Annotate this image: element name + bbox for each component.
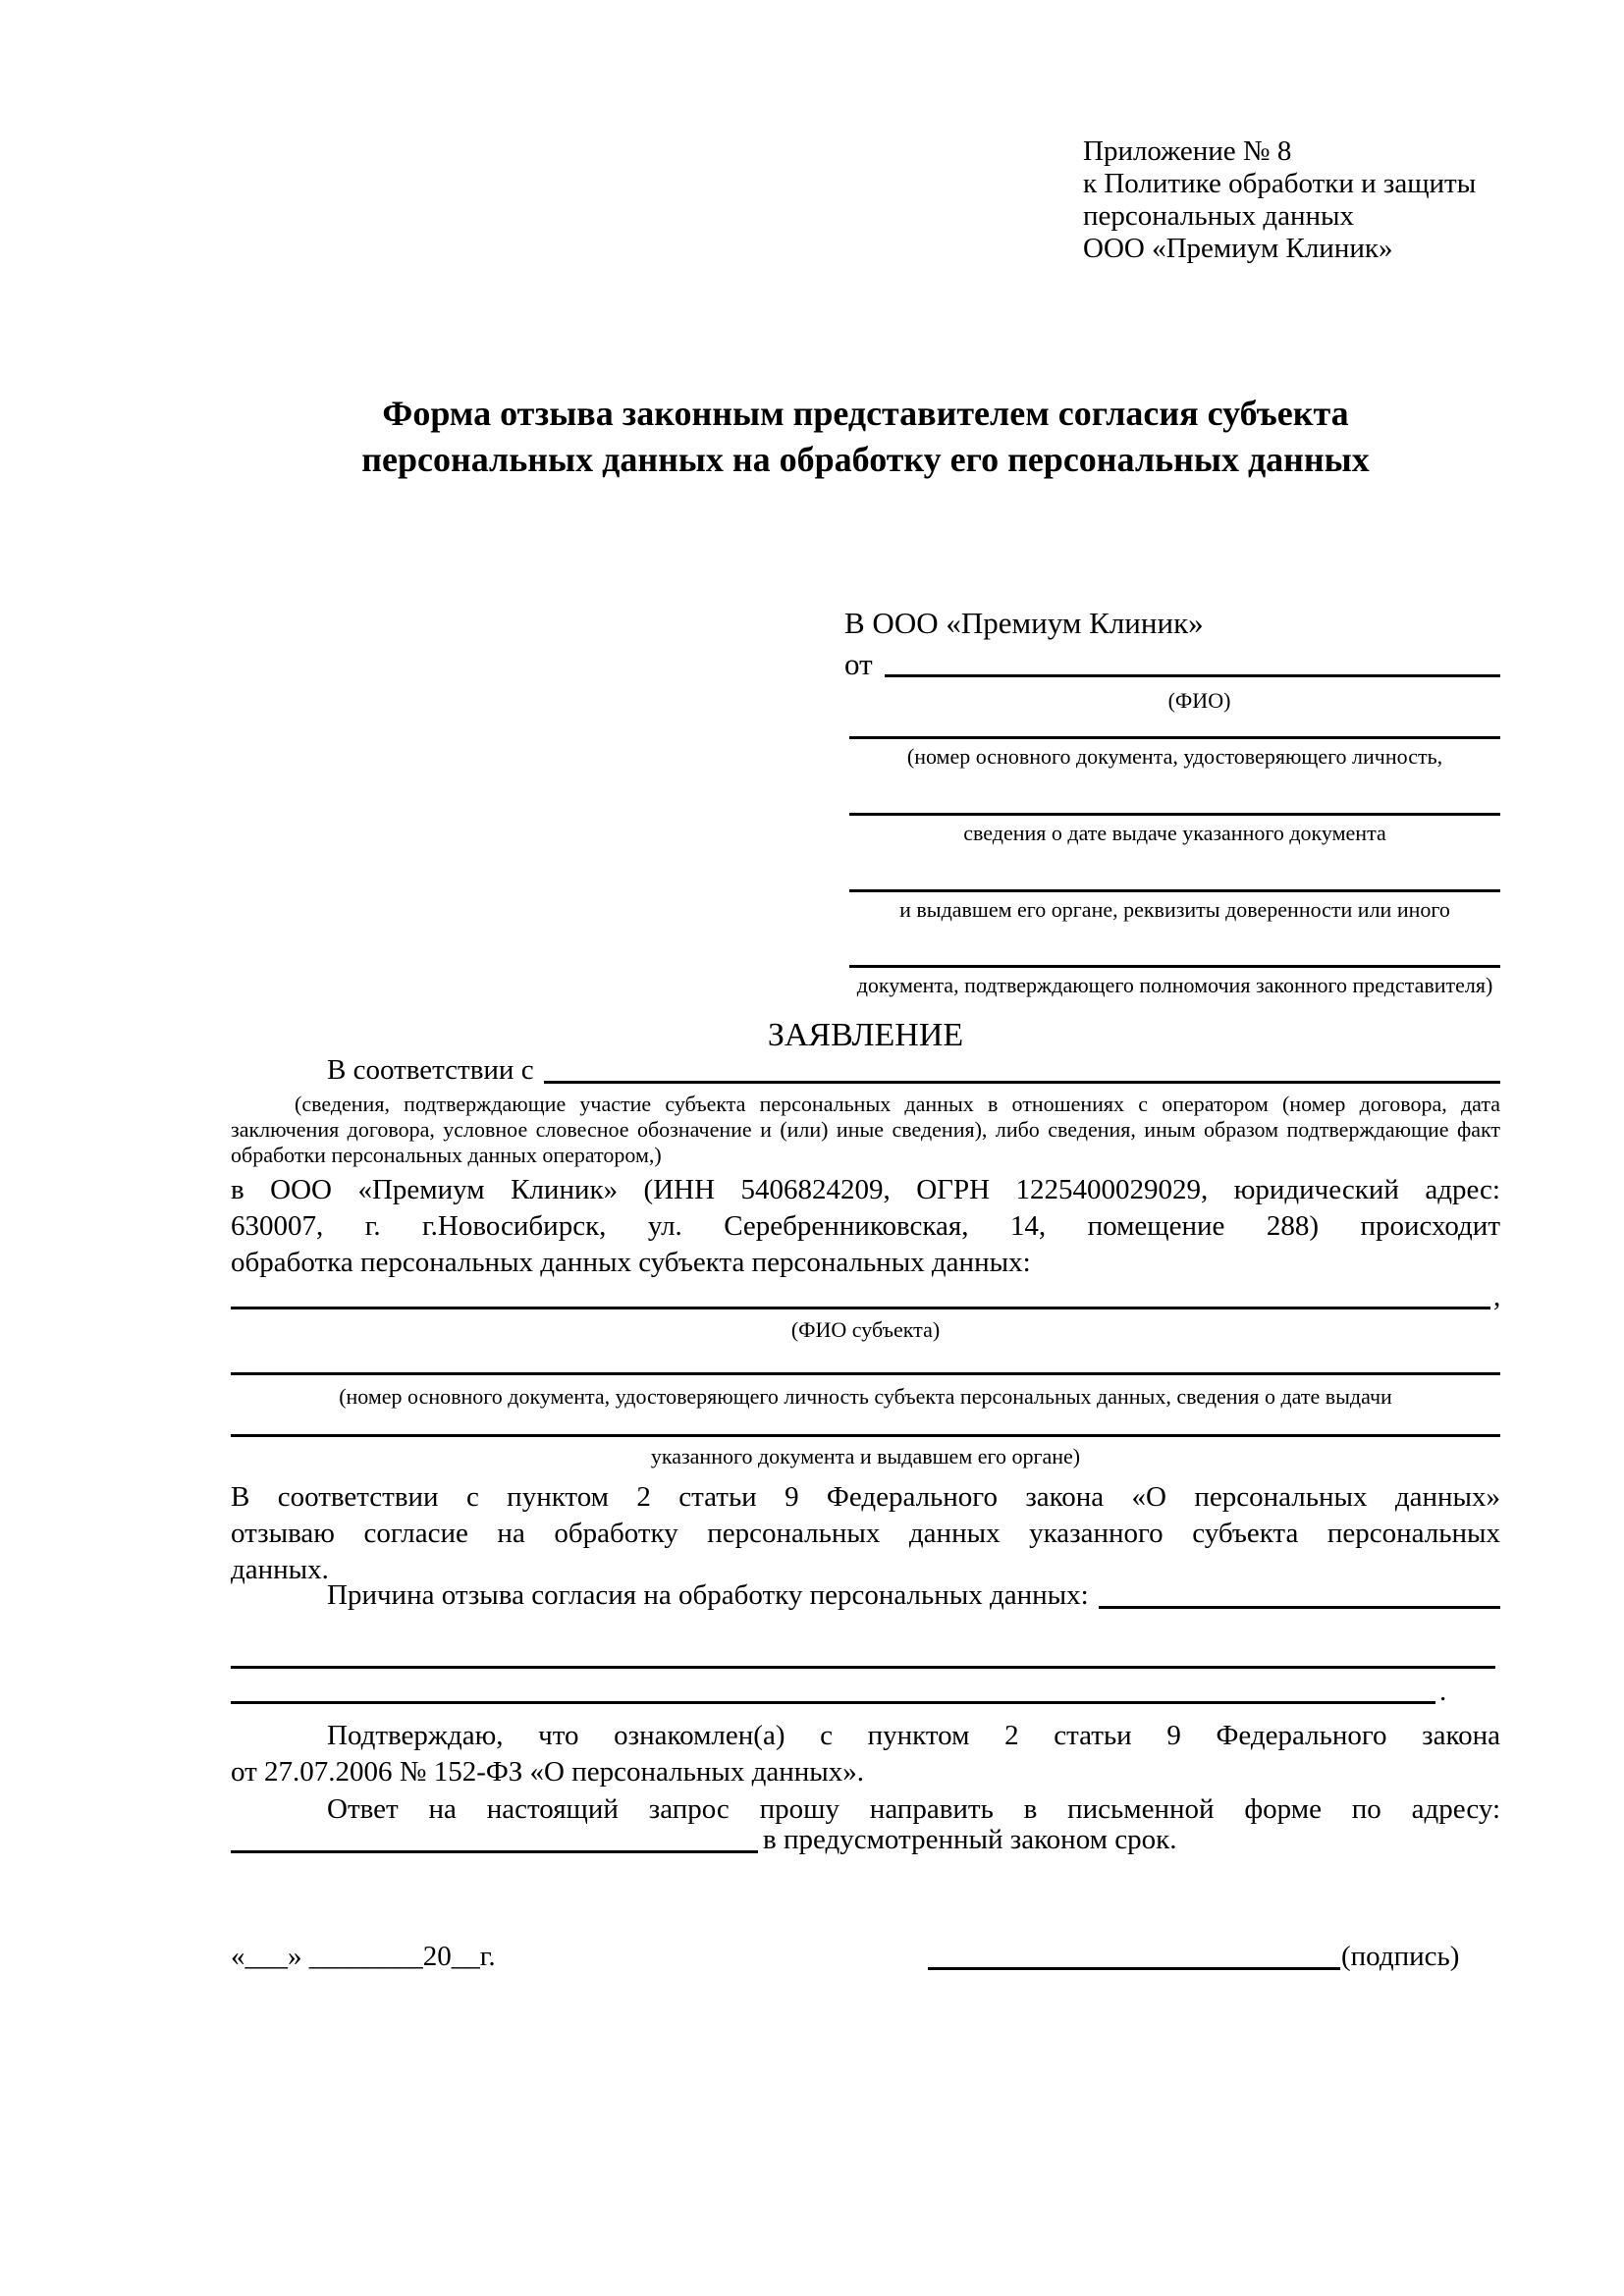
- subject-doc-caption-2: указанного документа и выдавшем его органе): [650, 1444, 1081, 1468]
- document-title: [231, 391, 1500, 483]
- from-label: от: [844, 647, 873, 681]
- consent-note: [231, 1092, 1500, 1168]
- fio-caption: (ФИО): [1167, 688, 1231, 713]
- reply-paragraph: Ответ на настоящий запрос прошу направить в письменной форме по адресу:: [327, 1793, 1500, 1825]
- representative-doc-caption-3: и выдавшем его органе, реквизиты доверенности или иного: [899, 897, 1450, 922]
- consent-note-line: заключения договора, условное словесное обозначение и (или) иные сведения), либо сведения, иным образом подтверждающие факт: [231, 1117, 1500, 1142]
- representative-doc-caption-1: (номер основного документа, удостоверяющего личность,: [906, 744, 1443, 769]
- reason-blank-line-3: [231, 1701, 1435, 1704]
- reason-blank-line-2: [231, 1666, 1495, 1669]
- appendix-line: ООО «Премиум Клиник»: [1083, 233, 1393, 264]
- reply-suffix: в предусмотренный законом срок.: [763, 1824, 1177, 1855]
- operator-paragraph: [231, 1172, 1500, 1281]
- from-blank-line: [885, 646, 1500, 677]
- subject-doc-blank-line-1: [231, 1372, 1500, 1375]
- withdrawal-paragraph: [231, 1479, 1500, 1588]
- document-title-line: Форма отзыва законным представителем согласия субъекта: [382, 394, 1349, 433]
- appendix-line: персональных данных: [1083, 200, 1355, 232]
- representative-doc-blank-line-3: [849, 889, 1500, 892]
- representative-doc-blank-line-1: [849, 736, 1500, 739]
- consent-note-line: (сведения, подтверждающие участие субъекта персональных данных в отношениях с оператором (номер договора, дата: [295, 1092, 1500, 1116]
- withdrawal-paragraph-line: В соответствии с пунктом 2 статьи 9 Федерального закона «О персональных данных»: [231, 1481, 1500, 1513]
- signature-blank-line: [928, 1967, 1340, 1970]
- representative-doc-blank-line-2: [849, 813, 1500, 816]
- from-row: [844, 646, 1500, 683]
- confirmation-paragraph: [231, 1718, 1500, 1790]
- subject-doc-caption-1: (номер основного документа, удостоверяющего личность субъекта персональных данных, сведения о дате выдачи: [339, 1384, 1392, 1409]
- confirmation-paragraph-line: Подтверждаю, что ознакомлен(а) с пунктом 2 статьи 9 Федерального закона: [327, 1720, 1500, 1751]
- withdrawal-paragraph-line: отзываю согласие на обработку персональных данных указанного субъекта персональных: [231, 1518, 1500, 1549]
- intro-blank-line: [544, 1052, 1500, 1084]
- reply-address-blank-line: [231, 1850, 758, 1853]
- document-title-line: персональных данных на обработку его персональных данных: [361, 440, 1370, 479]
- subject-fio-comma: ,: [1493, 1281, 1501, 1312]
- consent-note-line: обработки персональных данных оператором,): [231, 1143, 662, 1167]
- withdrawal-paragraph-line: данных.: [231, 1554, 329, 1585]
- reason-label: Причина отзыва согласия на обработку персональных данных:: [327, 1579, 1089, 1611]
- subject-doc-blank-line-2: [231, 1434, 1500, 1437]
- subject-fio-caption: (ФИО субъекта): [790, 1317, 941, 1342]
- addressee-to: В ООО «Премиум Клиник»: [844, 606, 1204, 640]
- appendix-line: Приложение № 8: [1083, 135, 1292, 167]
- operator-paragraph-line: обработка персональных данных субъекта персональных данных:: [231, 1247, 1031, 1278]
- appendix-line: к Политике обработки и защиты: [1083, 168, 1477, 199]
- operator-paragraph-line: 630007, г. г.Новосибирск, ул. Серебренниковская, 14, помещение 288) происходит: [231, 1210, 1500, 1242]
- representative-doc-caption-4: документа, подтверждающего полномочия законного представителя): [856, 973, 1493, 997]
- reason-period: .: [1439, 1676, 1447, 1707]
- representative-doc-blank-line-4: [849, 965, 1500, 968]
- subject-fio-blank-line: [231, 1307, 1490, 1309]
- confirmation-paragraph-line: от 27.07.2006 № 152-ФЗ «О персональных данных».: [231, 1756, 865, 1788]
- intro-label: В соответствии с: [327, 1054, 534, 1086]
- signature-caption: (подпись): [1341, 1941, 1460, 1972]
- reason-blank-line-1: [1099, 1577, 1500, 1609]
- representative-doc-caption-2: сведения о дате выдаче указанного документа: [963, 821, 1386, 845]
- intro-row: [231, 1052, 1500, 1089]
- reason-row: [231, 1577, 1500, 1614]
- date-blank: «___» ________20__г.: [231, 1941, 496, 1972]
- statement-heading: ЗАЯВЛЕНИЕ: [767, 1017, 964, 1053]
- operator-paragraph-line: в ООО «Премиум Клиник» (ИНН 5406824209, ОГРН 1225400029029, юридический адрес:: [231, 1174, 1500, 1205]
- appendix-block: [1083, 135, 1544, 265]
